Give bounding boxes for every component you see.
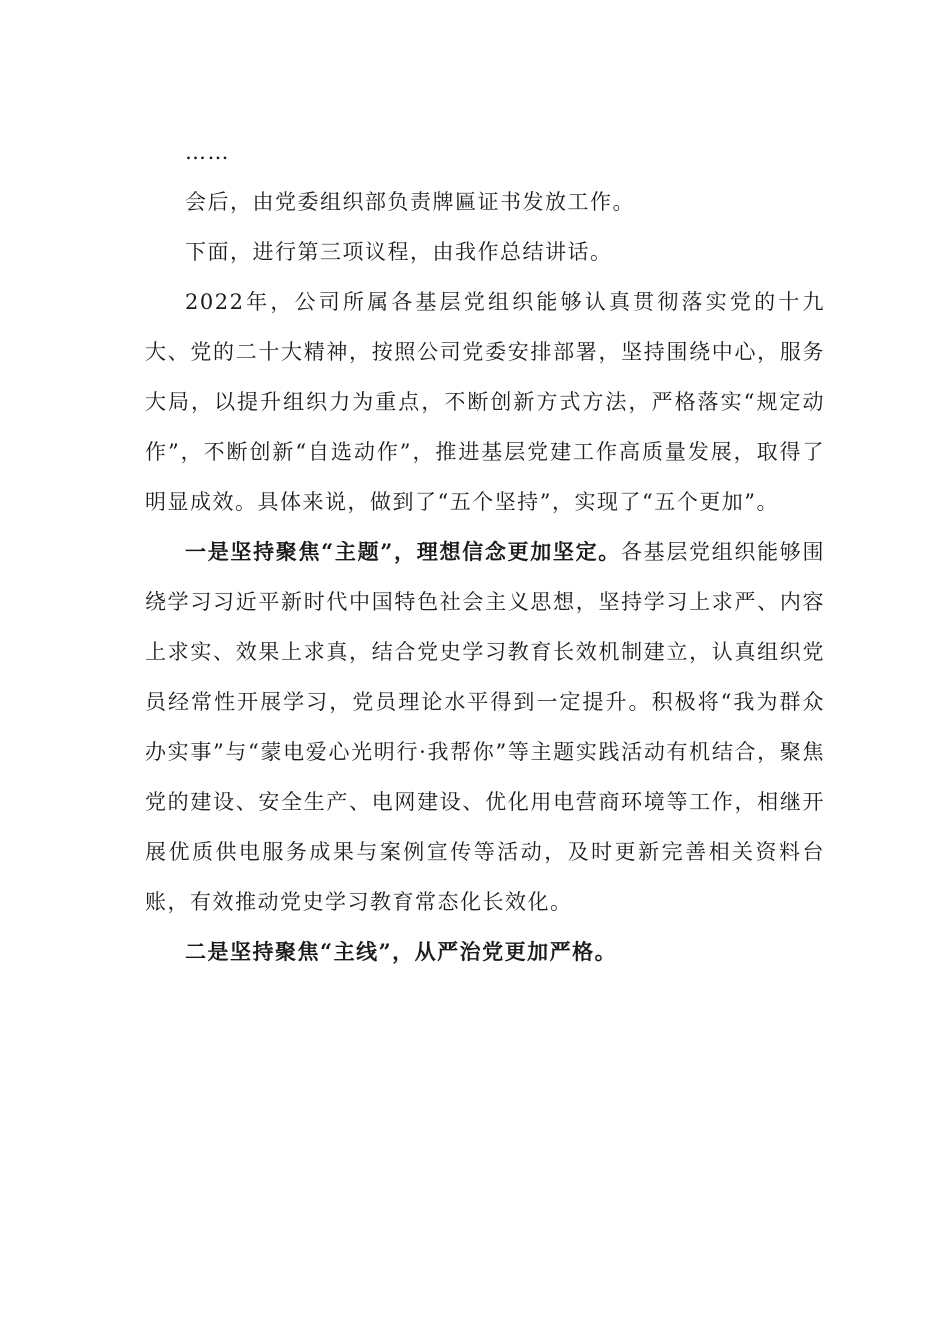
paragraph-agenda: 下面，进行第三项议程，由我作总结讲话。 — [185, 240, 613, 264]
paragraph-point-two — [145, 927, 825, 977]
ellipsis-line: …… — [185, 140, 230, 164]
document-body — [145, 127, 825, 977]
point-one-body: 各基层党组织能够围绕学习习近平新时代中国特色社会主义思想，坚持学习上求严、内容上求实、效果上求真，结合党史学习教育长效机制建立，认真组织党员经常性开展学习，党员理论水平得到一定提升。积极将“我为群众办实事”与“蒙电爱心光明行·我帮你”等主题实践活动有机结合，聚焦党的建设、安全生产、电网建设、优化用电营商环境等工作，相继开展优质供电服务成果与案例宣传等活动，及时更新完善相关资料台账，有效推动党史学习教育常态化长效化。 — [145, 540, 825, 914]
point-one-heading: 一是坚持聚焦“主题”，理想信念更加坚定。 — [185, 539, 621, 564]
paragraph-point-one — [145, 527, 825, 927]
paragraph-meeting-note: 会后，由党委组织部负责牌匾证书发放工作。 — [185, 190, 635, 214]
paragraph-summary: 2022年，公司所属各基层党组织能够认真贯彻落实党的十九大、党的二十大精神，按照公司党委安排部署，坚持围绕中心，服务大局，以提升组织力为重点，不断创新方式方法，严格落实“规定动作”，不断创新“自选动作”，推进基层党建工作高质量发展，取得了明显成效。具体来说，做到了“五个坚持”，实现了“五个更加”。 — [145, 290, 825, 514]
point-two-heading: 二是坚持聚焦“主线”，从严治党更加严格。 — [185, 939, 618, 964]
